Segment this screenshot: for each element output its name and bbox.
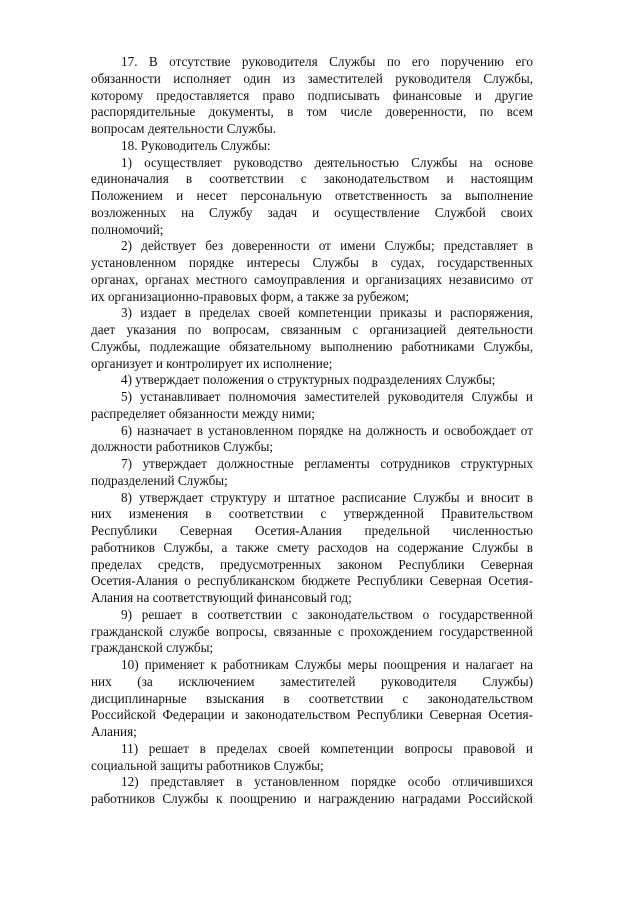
document-page <box>91 54 533 808</box>
text-line: организует и контролирует их исполнение; <box>91 355 333 371</box>
paragraph-p18-10 <box>91 657 533 741</box>
paragraph-p18-4 <box>91 372 533 389</box>
paragraph-p18-6 <box>91 423 533 457</box>
paragraph-p18-9 <box>91 607 533 657</box>
text-line: 1) осуществляет руководство деятельностью Службы на основе <box>121 154 533 170</box>
text-line: подразделений Службы; <box>91 472 228 488</box>
text-line: 4) утверждает положения о структурных подразделениях Службы; <box>121 372 496 388</box>
text-line: распорядительные документы, в том числе доверенности, по всем <box>91 104 533 120</box>
text-line: возложенных на Службу задач и осуществление Службой своих <box>91 204 533 220</box>
text-line: их организационно-правовых форм, а также за рубежом; <box>91 288 410 304</box>
paragraph-p18-5 <box>91 389 533 423</box>
text-line: социальной защиты работников Службы; <box>91 757 324 773</box>
paragraph-p18-3 <box>91 305 533 372</box>
text-line: обязанности исполняет один из заместителей руководителя Службы, <box>91 70 533 86</box>
text-line: единоначалия в соответствии с законодательством и настоящим <box>91 171 533 187</box>
text-line: них изменения в соответствии с утвержденной Правительством <box>91 506 533 522</box>
text-line: органах, органах местного самоуправления и организациях независимо от <box>91 271 533 287</box>
text-line: 9) решает в соответствии с законодательством о государственной <box>121 606 533 622</box>
text-line: 8) утверждает структуру и штатное расписание Службы и вносит в <box>121 489 533 505</box>
text-line: гражданской службе вопросы, связанные с прохождением государственной <box>91 623 533 639</box>
text-line: Российской Федерации и законодательством Республики Северная Осетия- <box>91 707 533 723</box>
text-line: Положением и несет персональную ответственность за выполнение <box>91 188 533 203</box>
paragraph-p18-1 <box>91 155 533 239</box>
paragraph-p18-11 <box>91 741 533 775</box>
text-line: Осетия-Алания о республиканском бюджете Республики Северная Осетия- <box>91 573 533 589</box>
text-line: полномочий; <box>91 221 164 237</box>
paragraph-p18-8 <box>91 490 533 607</box>
paragraph-p18-2 <box>91 238 533 305</box>
text-line: Алания на соответствующий финансовый год; <box>91 590 352 605</box>
text-line: 10) применяет к работникам Службы меры поощрения и налагает на <box>121 657 533 672</box>
text-line: 12) представляет в установленном порядке особо отличившихся <box>121 774 533 790</box>
text-line: 5) устанавливает полномочия заместителей руководителя Службы и <box>121 389 533 404</box>
text-line: 3) издает в пределах своей компетенции приказы и распоряжения, <box>121 305 533 321</box>
text-line: установленном порядке интересы Службы в судах, государственных <box>91 255 533 270</box>
text-line: 11) решает в пределах своей компетенции вопросы правовой и <box>121 740 533 756</box>
text-line: Службы, подлежащие обязательному выполнению работниками Службы, <box>91 338 533 354</box>
text-line: 18. Руководитель Службы: <box>121 137 271 153</box>
text-line: которому предоставляется право подписывать финансовые и другие <box>91 87 533 103</box>
text-line: них (за исключением заместителей руководителя Службы) <box>91 673 533 689</box>
text-line: дисциплинарные взыскания в соответствии с законодательством <box>91 690 533 706</box>
paragraph-p17 <box>91 54 533 138</box>
text-line: работников Службы, а также смету расходов на содержание Службы в <box>91 539 533 555</box>
text-line: пределах средств, предусмотренных законом Республики Северная <box>91 556 533 572</box>
text-line: дает указания по вопросам, связанным с организацией деятельности <box>91 322 533 337</box>
text-line: 7) утверждает должностные регламенты сотрудников структурных <box>121 456 533 471</box>
text-line: Алания; <box>91 724 137 739</box>
text-line: работников Службы к поощрению и награждению наградами Российской <box>91 791 533 806</box>
paragraph-p18-12 <box>91 774 533 808</box>
text-line: распределяет обязанности между ними; <box>91 405 315 421</box>
text-line: гражданской службы; <box>91 640 214 656</box>
text-line: должности работников Службы; <box>91 439 274 455</box>
text-line: вопросам деятельности Службы. <box>91 121 277 136</box>
paragraph-p18 <box>91 138 533 155</box>
text-line: Республики Северная Осетия-Алания предельной численностью <box>91 523 533 538</box>
text-line: 2) действует без доверенности от имени Службы; представляет в <box>121 238 533 254</box>
text-line: 17. В отсутствие руководителя Службы по его поручению его <box>121 54 533 69</box>
text-line: 6) назначает в установленном порядке на должность и освобождает от <box>121 422 533 438</box>
paragraph-p18-7 <box>91 456 533 490</box>
